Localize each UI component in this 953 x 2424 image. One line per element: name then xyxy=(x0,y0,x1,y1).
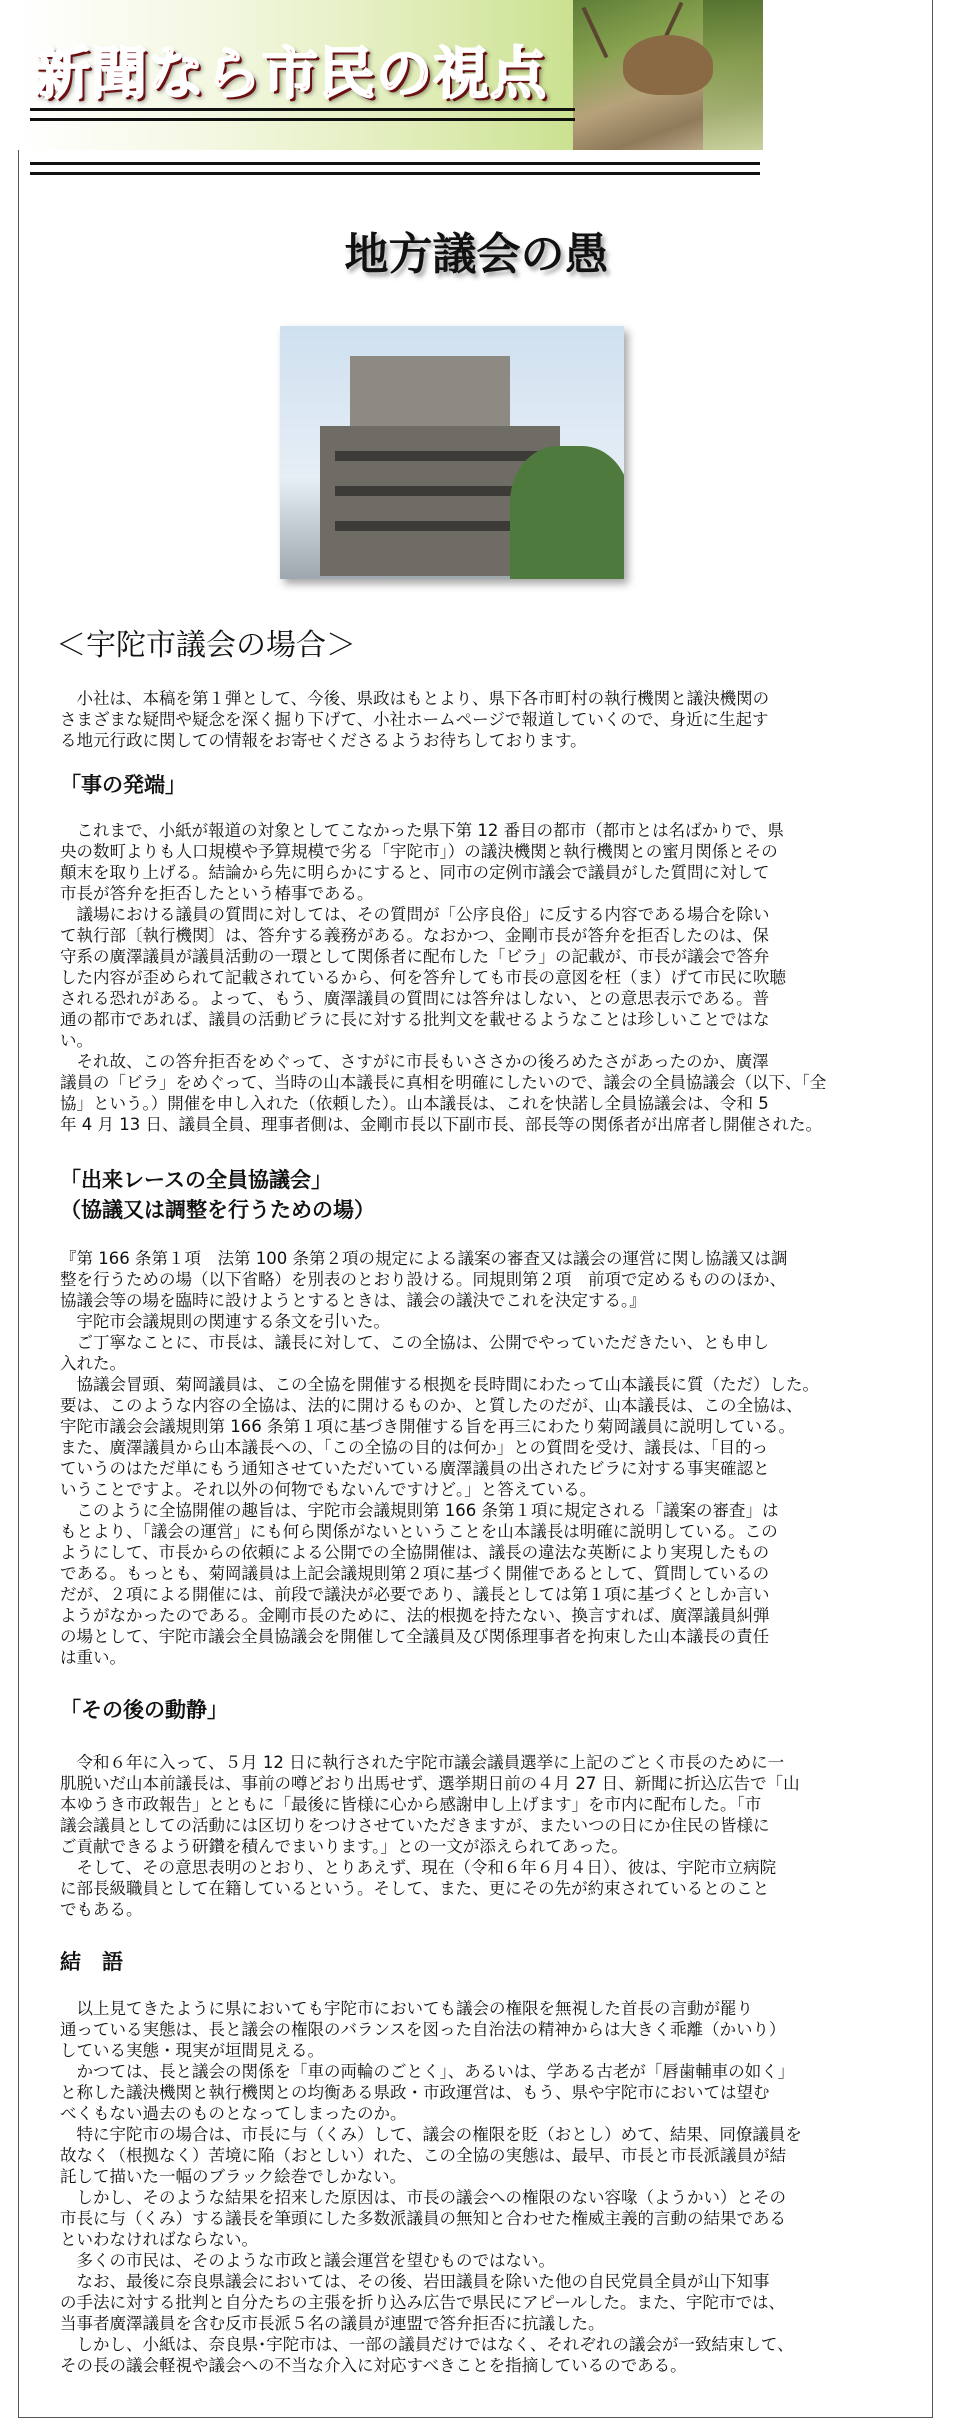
divider-line xyxy=(30,162,760,165)
divider-line xyxy=(30,118,575,121)
section-heading: 「事の発端」 xyxy=(60,773,186,797)
section-body: 以上見てきたように県においても宇陀市においても議会の権限を無視した首長の言動が罷り 通っている実態は、長と議会の権限のバランスを図った自治法の精神からは大きく乖離（かいり） している実態・現実が垣間見える。 かつては、長と議会の関係を「車の両輪のごとく」、あるいは、学ある古老が「唇歯輔車の如く」 と称した議決機関と執行機関との均衡ある県政・市政運営は、もう、県や宇陀市においては望む べくもない過去のものとなってしまったのか。 特に宇陀市の場合は、市長に与（くみ）して、議会の権限を貶（おとし）めて、結果、同僚議員を 故なく（根拠なく）苦境に陥（おとしい）れた、この全協の実態は、最早、市長と市長派議員が結 託して描いた一幅のブラック絵巻でしかない。 しかし、そのような結果を招来した原因は、市長の議会への権限のない容喙（ようかい）とその 市長に与（くみ）する議長を筆頭にした多数派議員の無知と合わせた権威主義的言動の結果である といわなければならない。 多くの市民は、そのような市政と議会運営を望むものではない。 なお、最後に奈良県議会においては、その後、岩田議員を除いた他の自民党員全員が山下知事 の手法に対する批判と自分たちの主張を折り込み広告で県民にアピールした。また、宇陀市では、 当事者廣澤議員を含む反市長派５名の議員が連盟で答弁拒否に抗議した。 しかし、小紙は、奈良県･宇陀市は、一部の議員だけではなく、それぞれの議会が一致結束して、 その長の議会軽視や議会への不当な介入に対応すべきことを指摘しているのである。 xyxy=(60,1999,802,2375)
article-title: 地方議会の愚 xyxy=(344,229,609,280)
article-subheading: ＜宇陀市議会の場合＞ xyxy=(56,628,356,663)
section-body: 『第 166 条第１項 法第 100 条第２項の規定による議案の審査又は議会の運営に関し協議又は調 整を行うための場（以下省略）を別表のとおり設ける。同規則第２項 前項で定めるもののほか、 協議会等の場を臨時に設けようとするときは、議会の議決でこれを決定する。』 宇陀市会議規則の関連する条文を引いた。 ご丁寧なことに、市長は、議長に対して、この全協は、公開でやっていただきたい、とも申し 入れた。 協議会冒頭、菊岡議員は、この全協を開催する根拠を長時間にわたって山本議長に質（ただ）した。 要は、このような内容の全協は、法的に開けるものか、と質したのだが、山本議長は、この全協は、 宇陀市議会会議規則第 166 条第１項に基づき開催する旨を再三にわたり菊岡議員に説明している。 また、廣澤議員から山本議長への、「この全協の目的は何か」との質問を受け、議長は、「目的っ ていうのはただ単にもう通知させていただいている廣澤議員の出されたビラに対する事実確認と いうことですよ。それ以外の何物でもないんですけど。」と答えている。 このように全協開催の趣旨は、宇陀市会議規則第 166 条第１項に規定される「議案の審査」は もとより、「議会の運営」にも何ら関係がないということを山本議長は明確に説明している。この ようにして、市長からの依頼による公開での全協開催は、議長の違法な英断により実現したもの である。もっとも、菊岡議員は上記会議規則第２項に基づく開催であるとして、質問しているの だが、２項による開催には、前段で議決が必要であり、議長としては第１項に基づくとしか言い ようがなかったのである。金剛市長のために、法的根拠を持たない、換言すれば、廣澤議員糾弾 の場として、宇陀市議会全員協議会を開催して全議員及び関係理事者を拘束した山本議長の責任 は重い。 xyxy=(60,1249,819,1667)
section-body: 令和６年に入って、５月 12 日に執行された宇陀市議会議員選挙に上記のごとく市長のために一 肌脱いだ山本前議長は、事前の噂どおり出馬せず、選挙期日前の４月 27 日、新聞に折込広告で「山 本ゆうき市政報告」とともに「最後に皆様に心から感謝申し上げます」を市内に配布した。「市 議会議員としての活動には区切りをつけさせていただきますが、またいつの日にか住民の皆様に ご貢献できるよう研鑽を積んでまいります。」との一文が添えられてあった。 そして、その意思表明のとおり、とりあえず、現在（令和６年６月４日）、彼は、宇陀市立病院 に部長級職員として在籍しているという。そして、また、更にその先が約束されているとのこと でもある。 xyxy=(60,1753,800,1919)
city-hall-photo xyxy=(280,326,624,579)
intro-paragraph: 小社は、本稿を第１弾として、今後、県政はもとより、県下各市町村の執行機関と議決機関の さまざまな疑問や疑念を深く掘り下げて、小社ホームページで報道していくので、身近に生起す る地元行政に関しての情報をお寄せくださるようお待ちしております。 xyxy=(60,689,770,750)
section-heading: 「その後の動静」 xyxy=(60,1698,228,1722)
deer-photo xyxy=(573,0,763,150)
divider-line xyxy=(30,172,760,175)
masthead-title: 新聞なら市民の視点 xyxy=(34,42,547,107)
section-heading: 「出来レースの全員協議会」 （協議又は調整を行うための場） xyxy=(60,1168,375,1222)
section-body: これまで、小紙が報道の対象としてこなかった県下第 12 番目の都市（都市とは名ばかりで、県 央の数町よりも人口規模や予算規模で劣る「宇陀市」）の議決機関と執行機関との蜜月関係とその 顛末を取り上げる。結論から先に明らかにすると、同市の定例市議会で議員がした質問に対して 市長が答弁を拒否したという椿事である。 議場における議員の質問に対しては、その質問が「公序良俗」に反する内容である場合を除い て執行部〔執行機関〕は、答弁する義務がある。なおかつ、金剛市長が答弁を拒否したのは、保 守系の廣澤議員が議員活動の一環として関係者に配布した「ビラ」の記載が、市長が議会で答弁 した内容が歪められて記載されているから、何を答弁しても市長の意図を枉（ま）げて市民に吹聴 される恐れがある。よって、もう、廣澤議員の質問には答弁はしない、との意思表示である。普 通の都市であれば、議員の活動ビラに長に対する批判文を載せるようなことは珍しいことではな い。 それ故、この答弁拒否をめぐって、さすがに市長もいささかの後ろめたさがあったのか、廣澤 議員の「ビラ」をめぐって、当時の山本議長に真相を明確にしたいので、議会の全員協議会（以下、「全 協」という。）開催を申し入れた（依頼した）。山本議長は、これを快諾し全員協議会は、令和 5 年 4 月 13 日、議員全員、理事者側は、金剛市長以下副市長、部長等の関係者が出席者し開催された。 xyxy=(60,821,827,1134)
divider-line xyxy=(30,108,575,111)
section-heading: 結 語 xyxy=(60,1950,123,1974)
masthead-banner xyxy=(18,0,763,178)
